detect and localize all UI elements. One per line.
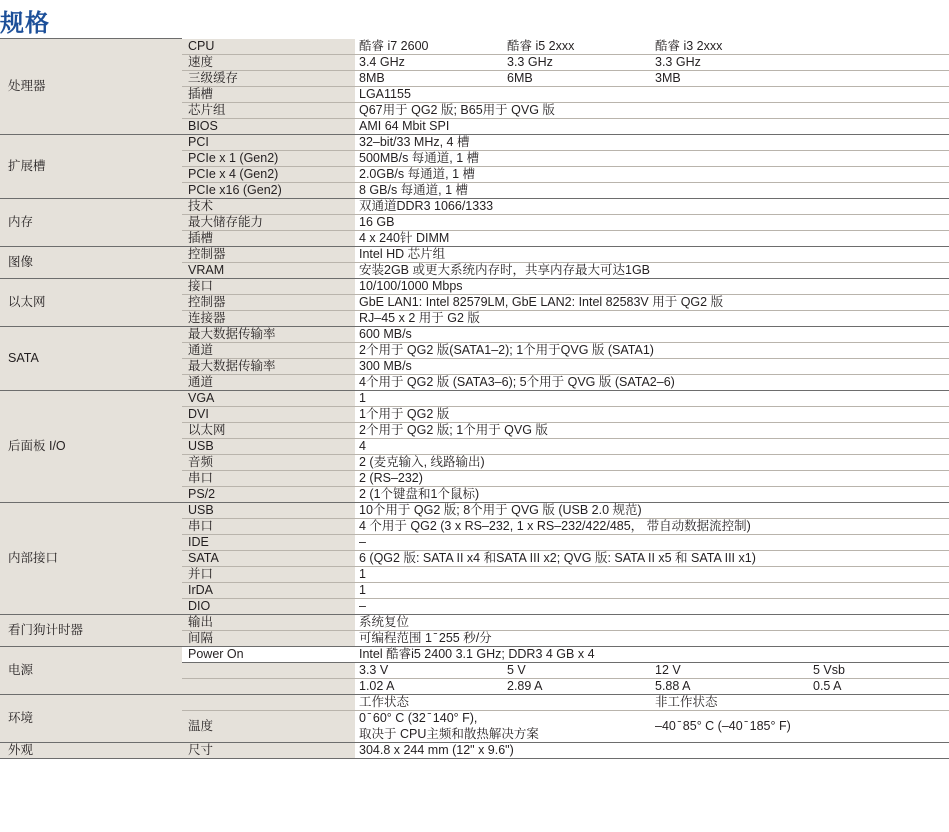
row-label: VRAM [182,262,355,278]
operating-header: 工作状态 [355,694,651,710]
row-label: 以太网 [182,422,355,438]
table-row [0,390,949,406]
group-label-power: 电源 [0,646,182,694]
cell-value: 2个用于 QG2 版; 1个用于 QVG 版 [355,422,949,438]
voltage-cell: 12 V [651,662,809,678]
cell-value: 双通道DDR3 1066/1333 [355,198,949,214]
spec-table [0,38,949,759]
cell-value: 4 个用于 QG2 (3 x RS–232, 1 x RS–232/422/485， 带自动数据流控制) [355,518,949,534]
group-label-environment: 环境 [0,694,182,742]
row-label: 插槽 [182,86,355,102]
group-label-dimensions: 外观 [0,742,182,758]
row-label: CPU [182,39,355,55]
row-label: 插槽 [182,230,355,246]
cell-value: 10/100/1000 Mbps [355,278,949,294]
current-cell: 0.5 A [809,678,949,694]
row-label: 控制器 [182,294,355,310]
cell-value: 2 (1个键盘和1个鼠标) [355,486,949,502]
table-row [0,134,949,150]
row-label: BIOS [182,118,355,134]
cell-value: 6 (QG2 版: SATA II x4 和SATA III x2; QVG 版: SATA II x5 和 SATA III x1) [355,550,949,566]
row-label: 连接器 [182,310,355,326]
non-operating-temp: –40 ̄ 85° C (–40 ̄ 185° F) [651,710,949,742]
cell-value: 安装2GB 或更大系统内存时，共享内存最大可达1GB [355,262,949,278]
row-label: 技术 [182,198,355,214]
row-label: PCI [182,134,355,150]
cell-value: 2.0GB/s 每通道, 1 槽 [355,166,949,182]
cell-value: 8 GB/s 每通道, 1 槽 [355,182,949,198]
cell-value: 600 MB/s [355,326,949,342]
row-label-empty [182,678,355,694]
operating-temp-line2: 取决于 CPU主频和散热解决方案 [355,726,651,742]
group-label-processor: 处理器 [0,39,182,135]
voltage-cell: 5 Vsb [809,662,949,678]
table-row [0,39,949,55]
row-label-empty [182,694,355,710]
non-operating-header: 非工作状态 [651,694,949,710]
cell-value: – [355,598,949,614]
page-title: 规格 [0,9,50,37]
row-label: IrDA [182,582,355,598]
cell-value: 3.3 GHz [503,54,651,70]
cell-value: 8MB [355,70,503,86]
row-label: PCIe x16 (Gen2) [182,182,355,198]
row-label: SATA [182,550,355,566]
row-label: 并口 [182,566,355,582]
cell-value: 1 [355,390,949,406]
cell-value: 2个用于 QG2 版(SATA1–2); 1个用于QVG 版 (SATA1) [355,342,949,358]
group-label-internal: 内部接口 [0,502,182,614]
cell-value: 10个用于 QG2 版; 8个用于 QVG 版 (USB 2.0 规范) [355,502,949,518]
cell-value: 酷睿 i3 2xxx [651,39,949,55]
row-label: 输出 [182,614,355,630]
cell-value: 4 x 240针 DIMM [355,230,949,246]
cell-value: 酷睿 i7 2600 [355,39,503,55]
cell-value: 3MB [651,70,949,86]
cell-value: 系统复位 [355,614,949,630]
cell-value: 500MB/s 每通道, 1 槽 [355,150,949,166]
current-cell: 5.88 A [651,678,809,694]
cell-value: Intel 酷睿i5 2400 3.1 GHz; DDR3 4 GB x 4 [355,646,949,662]
table-row [0,694,949,710]
table-row [0,198,949,214]
row-label: PCIe x 1 (Gen2) [182,150,355,166]
cell-value: 300 MB/s [355,358,949,374]
row-label: 音频 [182,454,355,470]
row-label: VGA [182,390,355,406]
cell-value: 酷睿 i5 2xxx [503,39,651,55]
table-row [0,742,949,758]
row-label: 控制器 [182,246,355,262]
cell-value: – [355,534,949,550]
cell-value: 304.8 x 244 mm (12" x 9.6") [355,742,949,758]
group-label-memory: 内存 [0,198,182,246]
table-row [0,614,949,630]
table-row [0,326,949,342]
group-label-graphics: 图像 [0,246,182,278]
cell-value: 3.4 GHz [355,54,503,70]
group-label-rear-io: 后面板 I/O [0,390,182,502]
cell-value: 3.3 GHz [651,54,949,70]
table-row [0,502,949,518]
cell-value: 6MB [503,70,651,86]
voltage-cell: 5 V [503,662,651,678]
table-row [0,278,949,294]
row-label: USB [182,438,355,454]
row-label: 速度 [182,54,355,70]
cell-value: 4个用于 QG2 版 (SATA3–6); 5个用于 QVG 版 (SATA2–6) [355,374,949,390]
row-label: 三级缓存 [182,70,355,86]
group-label-watchdog: 看门狗计时器 [0,614,182,646]
operating-temp-line1: 0 ̄ 60° C (32 ̄ 140° F), [359,710,478,725]
cell-value: RJ–45 x 2 用于 G2 版 [355,310,949,326]
cell-value: 2 (麦克输入, 线路输出) [355,454,949,470]
row-label: 尺寸 [182,742,355,758]
row-label: DIO [182,598,355,614]
row-label: Power On [182,646,355,662]
group-label-ethernet: 以太网 [0,278,182,326]
row-label: 间隔 [182,630,355,646]
row-label: 通道 [182,374,355,390]
row-label: 通道 [182,342,355,358]
row-label: 最大储存能力 [182,214,355,230]
row-label: 串口 [182,518,355,534]
row-label: 接口 [182,278,355,294]
row-label: 最大数据传输率 [182,326,355,342]
cell-value: 1 [355,566,949,582]
cell-value: 16 GB [355,214,949,230]
row-label: 芯片组 [182,102,355,118]
cell-value: 4 [355,438,949,454]
cell-value: GbE LAN1: Intel 82579LM, GbE LAN2: Intel 82583V 用于 QG2 版 [355,294,949,310]
group-label-sata: SATA [0,326,182,390]
cell-value: 32–bit/33 MHz, 4 槽 [355,134,949,150]
table-row [0,646,949,662]
current-cell: 2.89 A [503,678,651,694]
row-label: DVI [182,406,355,422]
cell-value: 1 [355,582,949,598]
row-label: USB [182,502,355,518]
row-label: 串口 [182,470,355,486]
table-row [0,246,949,262]
cell-value: AMI 64 Mbit SPI [355,118,949,134]
cell-value: 2 (RS–232) [355,470,949,486]
row-label-empty [182,662,355,678]
cell-value: LGA1155 [355,86,949,102]
cell-value: Q67用于 QG2 版; B65用于 QVG 版 [355,102,949,118]
row-label: 温度 [182,710,355,742]
row-label: PCIe x 4 (Gen2) [182,166,355,182]
row-label: PS/2 [182,486,355,502]
group-label-expansion: 扩展槽 [0,134,182,198]
row-label: 最大数据传输率 [182,358,355,374]
current-cell: 1.02 A [355,678,503,694]
voltage-cell: 3.3 V [355,662,503,678]
cell-value: 1个用于 QG2 版 [355,406,949,422]
cell-value: Intel HD 芯片组 [355,246,949,262]
row-label: IDE [182,534,355,550]
cell-value: 可编程范围 1 ̄ 255 秒/分 [355,630,949,646]
